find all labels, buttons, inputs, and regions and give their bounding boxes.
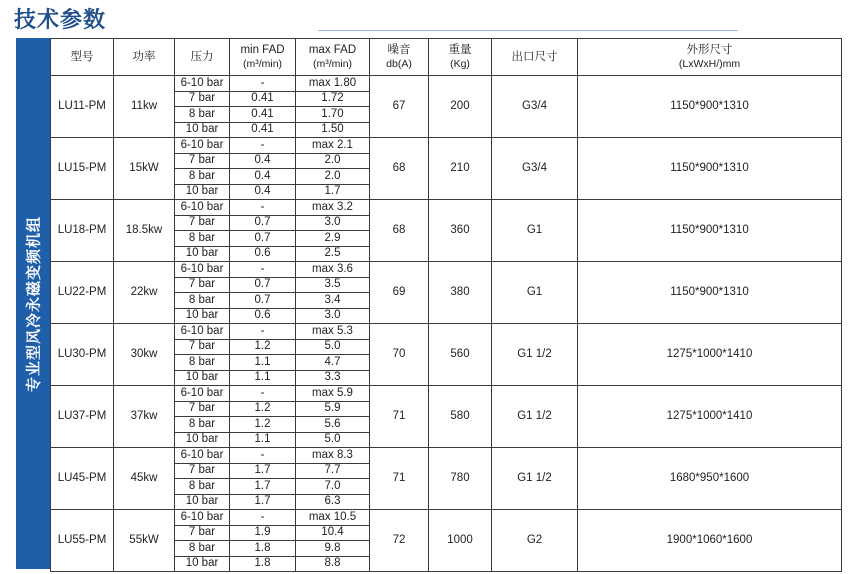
max-fad-cell: 8.8: [296, 556, 370, 572]
pressure-cell: 7 bar: [175, 215, 230, 231]
power-cell: 37kw: [114, 386, 175, 448]
header-min-fad: min FAD (m³/min): [230, 39, 296, 76]
noise-cell: 68: [370, 138, 429, 200]
header-pressure: 压力: [175, 39, 230, 76]
outlet-cell: G1 1/2: [492, 324, 578, 386]
page-title: 技术参数: [14, 8, 107, 33]
min-fad-cell: 0.41: [230, 91, 296, 107]
title-divider: [318, 30, 738, 31]
header-max-fad: max FAD (m³/min): [296, 39, 370, 76]
dimensions-cell: 1150*900*1310: [578, 138, 842, 200]
min-fad-cell: 1.1: [230, 370, 296, 386]
min-fad-cell: 0.6: [230, 308, 296, 324]
min-fad-cell: 1.1: [230, 432, 296, 448]
pressure-cell: 7 bar: [175, 401, 230, 417]
table-row: [51, 510, 842, 526]
header-outlet: 出口尺寸: [492, 39, 578, 76]
max-fad-cell: 2.5: [296, 246, 370, 262]
power-cell: 45kw: [114, 448, 175, 510]
weight-cell: 780: [429, 448, 492, 510]
outlet-cell: G1 1/2: [492, 448, 578, 510]
pressure-cell: 8 bar: [175, 169, 230, 185]
max-fad-cell: max 5.3: [296, 324, 370, 340]
pressure-cell: 10 bar: [175, 370, 230, 386]
max-fad-cell: max 5.9: [296, 386, 370, 402]
dimensions-cell: 1150*900*1310: [578, 76, 842, 138]
header-power: 功率: [114, 39, 175, 76]
max-fad-cell: 10.4: [296, 525, 370, 541]
min-fad-cell: 1.2: [230, 339, 296, 355]
max-fad-cell: 5.0: [296, 432, 370, 448]
max-fad-cell: max 8.3: [296, 448, 370, 464]
weight-cell: 380: [429, 262, 492, 324]
model-cell: LU30-PM: [51, 324, 114, 386]
spec-table-body: [51, 76, 842, 572]
max-fad-cell: max 3.6: [296, 262, 370, 278]
dimensions-cell: 1150*900*1310: [578, 200, 842, 262]
model-cell: LU15-PM: [51, 138, 114, 200]
weight-cell: 210: [429, 138, 492, 200]
max-fad-cell: max 10.5: [296, 510, 370, 526]
power-cell: 11kw: [114, 76, 175, 138]
outlet-cell: G3/4: [492, 76, 578, 138]
pressure-cell: 10 bar: [175, 308, 230, 324]
pressure-cell: 6-10 bar: [175, 386, 230, 402]
max-fad-cell: 6.3: [296, 494, 370, 510]
pressure-cell: 8 bar: [175, 231, 230, 247]
min-fad-cell: 0.7: [230, 231, 296, 247]
max-fad-cell: 2.0: [296, 153, 370, 169]
max-fad-cell: 1.72: [296, 91, 370, 107]
max-fad-cell: 2.9: [296, 231, 370, 247]
pressure-cell: 7 bar: [175, 463, 230, 479]
min-fad-cell: 0.4: [230, 169, 296, 185]
side-label-text: 专业型风冷永磁变频机组: [24, 215, 43, 392]
max-fad-cell: 7.0: [296, 479, 370, 495]
max-fad-cell: 1.50: [296, 122, 370, 138]
model-cell: LU22-PM: [51, 262, 114, 324]
max-fad-cell: 2.0: [296, 169, 370, 185]
noise-cell: 71: [370, 386, 429, 448]
outlet-cell: G2: [492, 510, 578, 572]
outlet-cell: G1 1/2: [492, 386, 578, 448]
min-fad-cell: 0.7: [230, 215, 296, 231]
max-fad-cell: max 1.80: [296, 76, 370, 92]
max-fad-cell: 3.3: [296, 370, 370, 386]
power-cell: 15kW: [114, 138, 175, 200]
min-fad-cell: -: [230, 448, 296, 464]
power-cell: 18.5kw: [114, 200, 175, 262]
header-model: 型号: [51, 39, 114, 76]
min-fad-cell: 1.2: [230, 417, 296, 433]
noise-cell: 70: [370, 324, 429, 386]
min-fad-cell: 0.6: [230, 246, 296, 262]
weight-cell: 560: [429, 324, 492, 386]
min-fad-cell: 1.8: [230, 556, 296, 572]
min-fad-cell: 0.7: [230, 293, 296, 309]
pressure-cell: 8 bar: [175, 355, 230, 371]
pressure-cell: 6-10 bar: [175, 262, 230, 278]
max-fad-cell: max 3.2: [296, 200, 370, 216]
outlet-cell: G1: [492, 200, 578, 262]
pressure-cell: 6-10 bar: [175, 138, 230, 154]
min-fad-cell: 1.7: [230, 479, 296, 495]
min-fad-cell: 1.7: [230, 463, 296, 479]
pressure-cell: 10 bar: [175, 184, 230, 200]
dimensions-cell: 1275*1000*1410: [578, 386, 842, 448]
max-fad-cell: 3.4: [296, 293, 370, 309]
pressure-cell: 10 bar: [175, 556, 230, 572]
pressure-cell: 10 bar: [175, 494, 230, 510]
max-fad-cell: 4.7: [296, 355, 370, 371]
min-fad-cell: 0.41: [230, 122, 296, 138]
pressure-cell: 6-10 bar: [175, 510, 230, 526]
pressure-cell: 8 bar: [175, 479, 230, 495]
pressure-cell: 8 bar: [175, 293, 230, 309]
dimensions-cell: 1275*1000*1410: [578, 324, 842, 386]
min-fad-cell: 0.41: [230, 107, 296, 123]
pressure-cell: 10 bar: [175, 432, 230, 448]
spec-table: [50, 38, 842, 572]
pressure-cell: 7 bar: [175, 277, 230, 293]
max-fad-cell: 1.7: [296, 184, 370, 200]
noise-cell: 71: [370, 448, 429, 510]
min-fad-cell: 1.8: [230, 541, 296, 557]
table-row: [51, 448, 842, 464]
power-cell: 30kw: [114, 324, 175, 386]
max-fad-cell: 1.70: [296, 107, 370, 123]
max-fad-cell: 7.7: [296, 463, 370, 479]
pressure-cell: 10 bar: [175, 246, 230, 262]
side-label-bar: [16, 38, 50, 569]
min-fad-cell: -: [230, 386, 296, 402]
dimensions-cell: 1680*950*1600: [578, 448, 842, 510]
header-weight: 重量 (Kg): [429, 39, 492, 76]
pressure-cell: 8 bar: [175, 417, 230, 433]
max-fad-cell: 5.0: [296, 339, 370, 355]
table-row: [51, 386, 842, 402]
min-fad-cell: 1.7: [230, 494, 296, 510]
pressure-cell: 8 bar: [175, 107, 230, 123]
min-fad-cell: 1.1: [230, 355, 296, 371]
model-cell: LU18-PM: [51, 200, 114, 262]
dimensions-cell: 1150*900*1310: [578, 262, 842, 324]
weight-cell: 580: [429, 386, 492, 448]
model-cell: LU45-PM: [51, 448, 114, 510]
noise-cell: 67: [370, 76, 429, 138]
noise-cell: 68: [370, 200, 429, 262]
min-fad-cell: -: [230, 324, 296, 340]
table-row: [51, 324, 842, 340]
max-fad-cell: 3.0: [296, 215, 370, 231]
table-row: [51, 262, 842, 278]
min-fad-cell: 1.2: [230, 401, 296, 417]
outlet-cell: G3/4: [492, 138, 578, 200]
min-fad-cell: 0.4: [230, 184, 296, 200]
weight-cell: 1000: [429, 510, 492, 572]
model-cell: LU11-PM: [51, 76, 114, 138]
min-fad-cell: -: [230, 76, 296, 92]
min-fad-cell: 1.9: [230, 525, 296, 541]
pressure-cell: 7 bar: [175, 339, 230, 355]
power-cell: 55kW: [114, 510, 175, 572]
max-fad-cell: 9.8: [296, 541, 370, 557]
min-fad-cell: -: [230, 138, 296, 154]
pressure-cell: 6-10 bar: [175, 448, 230, 464]
header-noise: 噪音 db(A): [370, 39, 429, 76]
table-row: [51, 138, 842, 154]
pressure-cell: 7 bar: [175, 525, 230, 541]
pressure-cell: 7 bar: [175, 91, 230, 107]
weight-cell: 360: [429, 200, 492, 262]
max-fad-cell: max 2.1: [296, 138, 370, 154]
min-fad-cell: 0.7: [230, 277, 296, 293]
table-row: [51, 200, 842, 216]
header-row: [51, 39, 842, 76]
outlet-cell: G1: [492, 262, 578, 324]
power-cell: 22kw: [114, 262, 175, 324]
max-fad-cell: 5.9: [296, 401, 370, 417]
min-fad-cell: -: [230, 510, 296, 526]
pressure-cell: 7 bar: [175, 153, 230, 169]
pressure-cell: 10 bar: [175, 122, 230, 138]
weight-cell: 200: [429, 76, 492, 138]
pressure-cell: 6-10 bar: [175, 200, 230, 216]
min-fad-cell: -: [230, 262, 296, 278]
noise-cell: 69: [370, 262, 429, 324]
pressure-cell: 6-10 bar: [175, 324, 230, 340]
pressure-cell: 8 bar: [175, 541, 230, 557]
max-fad-cell: 5.6: [296, 417, 370, 433]
noise-cell: 72: [370, 510, 429, 572]
model-cell: LU37-PM: [51, 386, 114, 448]
pressure-cell: 6-10 bar: [175, 76, 230, 92]
max-fad-cell: 3.5: [296, 277, 370, 293]
min-fad-cell: -: [230, 200, 296, 216]
header-dimensions: 外形尺寸 (LxWxH/)mm: [578, 39, 842, 76]
model-cell: LU55-PM: [51, 510, 114, 572]
max-fad-cell: 3.0: [296, 308, 370, 324]
table-row: [51, 76, 842, 92]
dimensions-cell: 1900*1060*1600: [578, 510, 842, 572]
min-fad-cell: 0.4: [230, 153, 296, 169]
